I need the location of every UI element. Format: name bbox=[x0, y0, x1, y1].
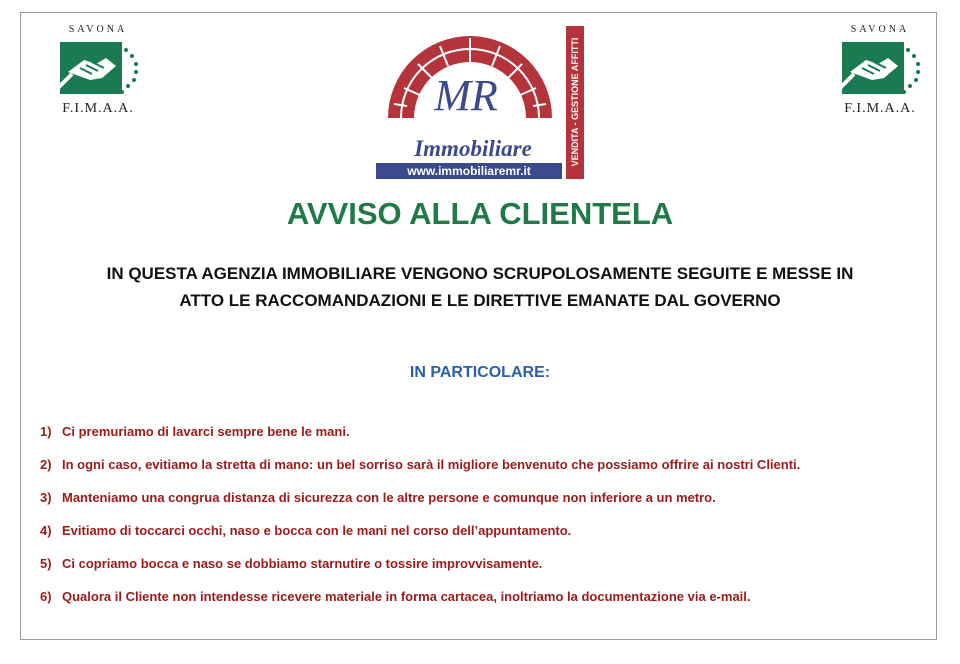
rule-item-5 bbox=[40, 556, 920, 589]
fimaa-org: F.I.M.A.A. bbox=[62, 101, 134, 116]
rule-item-1 bbox=[40, 424, 920, 457]
fimaa-org: F.I.M.A.A. bbox=[844, 101, 916, 116]
rule-text: Ci copriamo bocca e naso se dobbiamo starnutire o tossire improvvisamente. bbox=[62, 556, 543, 571]
fimaa-city: SAVONA bbox=[850, 24, 910, 35]
mr-tagline: VENDITA - GESTIONE AFFITTI bbox=[570, 37, 580, 167]
rule-item-4 bbox=[40, 523, 920, 556]
intro-line-1: IN QUESTA AGENZIA IMMOBILIARE VENGONO SCRUPOLOSAMENTE SEGUITE E MESSE IN bbox=[106, 264, 854, 283]
rule-text: Ci premuriamo di lavarci sempre bene le mani. bbox=[62, 424, 350, 439]
mr-website: www.immobiliaremr.it bbox=[376, 163, 562, 179]
rule-number: 3) bbox=[40, 490, 52, 505]
brick-arch-icon bbox=[374, 22, 566, 140]
rule-number: 5) bbox=[40, 556, 52, 571]
mr-brand-name: Immobiliare bbox=[414, 136, 532, 161]
mr-monogram: MR bbox=[434, 71, 498, 120]
rule-text: Manteniamo una congrua distanza di sicurezza con le altre persone e comunque non inferiore a un metro. bbox=[62, 490, 716, 505]
intro-paragraph bbox=[40, 260, 920, 314]
intro-line-2: ATTO LE RACCOMANDAZIONI E LE DIRETTIVE EMANATE DAL GOVERNO bbox=[179, 291, 781, 310]
notice-title: AVVISO ALLA CLIENTELA bbox=[286, 196, 674, 231]
subheading: IN PARTICOLARE: bbox=[409, 364, 551, 381]
rule-item-3 bbox=[40, 490, 920, 523]
fimaa-city: SAVONA bbox=[68, 24, 128, 35]
rule-text: In ogni caso, evitiamo la stretta di mano: un bel sorriso sarà il migliore benvenuto che possiamo offrire ai nostri Clienti. bbox=[62, 457, 801, 472]
rule-number: 6) bbox=[40, 589, 52, 604]
mr-immobiliare-logo bbox=[374, 22, 586, 182]
mr-tagline-bar bbox=[566, 26, 584, 179]
rule-item-2 bbox=[40, 457, 920, 490]
rule-text: Evitiamo di toccarci occhi, naso e bocca con le mani nel corso dell’appuntamento. bbox=[62, 523, 572, 538]
handshake-icon bbox=[50, 38, 146, 100]
rule-number: 4) bbox=[40, 523, 52, 538]
rule-item-6 bbox=[40, 589, 920, 622]
rule-number: 1) bbox=[40, 424, 52, 439]
fimaa-logo-right bbox=[820, 24, 940, 144]
handshake-icon bbox=[832, 38, 928, 100]
rule-text: Qualora il Cliente non intendesse ricevere materiale in forma cartacea, inoltriamo la documentazione via e-mail. bbox=[62, 589, 751, 604]
fimaa-logo-left bbox=[38, 24, 158, 144]
rule-number: 2) bbox=[40, 457, 52, 472]
rules-list bbox=[40, 424, 920, 622]
